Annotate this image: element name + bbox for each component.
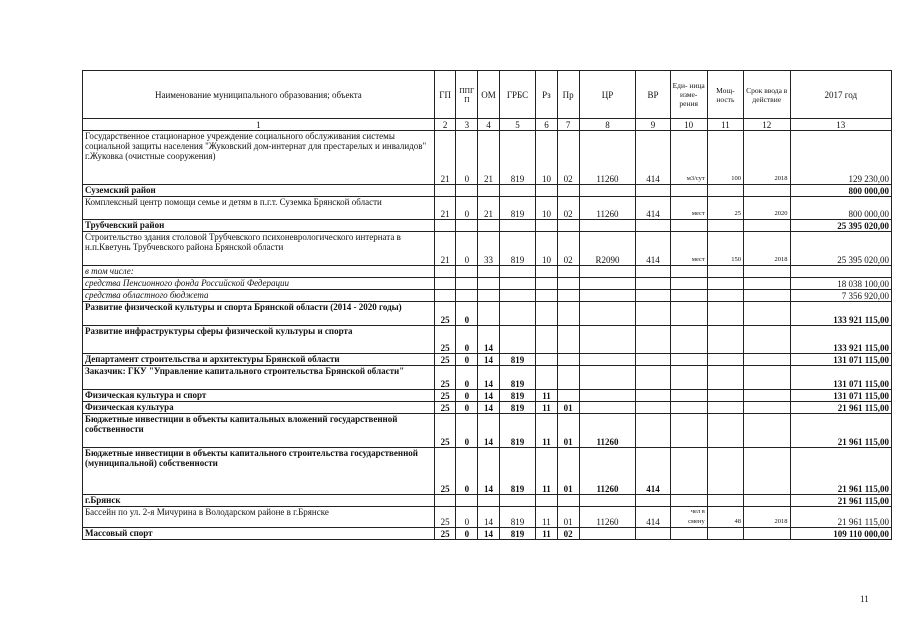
table-row — [83, 278, 892, 290]
column-number: 3 — [456, 119, 478, 131]
cell-unit — [670, 354, 707, 366]
column-number: 12 — [743, 119, 790, 131]
cell-vr — [636, 414, 670, 448]
table-row — [83, 290, 892, 302]
cell-gp: 25 — [434, 448, 456, 495]
cell-ppgp: 0 — [456, 302, 478, 326]
table-row — [83, 402, 892, 414]
row-name: Трубчевский район — [83, 220, 435, 232]
cell-cr — [579, 495, 636, 507]
cell-vr — [636, 354, 670, 366]
cell-unit — [670, 448, 707, 495]
row-name: г.Брянск — [83, 495, 435, 507]
table-row — [83, 266, 892, 278]
cell-term — [743, 414, 790, 448]
cell-rz — [536, 302, 558, 326]
cell-power — [707, 402, 743, 414]
cell-amount: 21 961 115,00 — [790, 448, 891, 495]
cell-gp — [434, 185, 456, 197]
cell-amount: 25 395 020,00 — [790, 220, 891, 232]
cell-vr — [636, 495, 670, 507]
cell-om — [478, 302, 500, 326]
cell-om: 33 — [478, 232, 500, 266]
cell-unit — [670, 390, 707, 402]
cell-gp — [434, 278, 456, 290]
cell-term: 2018 — [743, 232, 790, 266]
table-row — [83, 197, 892, 220]
cell-pr: 01 — [557, 507, 579, 528]
cell-vr — [636, 366, 670, 390]
cell-unit — [670, 278, 707, 290]
cell-rz: 11 — [536, 448, 558, 495]
row-name: Бассейн по ул. 2-я Мичурина в Володарском районе в г.Брянске — [83, 507, 435, 528]
cell-amount: 129 230,00 — [790, 131, 891, 185]
row-name: Физическая культура — [83, 402, 435, 414]
cell-ppgp: 0 — [456, 131, 478, 185]
cell-ppgp — [456, 185, 478, 197]
cell-rz — [536, 278, 558, 290]
cell-rz: 10 — [536, 131, 558, 185]
column-number: 8 — [579, 119, 636, 131]
cell-pr: 02 — [557, 528, 579, 540]
cell-grbs: 819 — [499, 131, 535, 185]
cell-unit — [670, 528, 707, 540]
cell-amount: 133 921 115,00 — [790, 326, 891, 354]
column-number: 4 — [478, 119, 500, 131]
cell-vr — [636, 326, 670, 354]
column-numbers-row — [83, 119, 892, 131]
cell-vr — [636, 402, 670, 414]
row-name: Массовый спорт — [83, 528, 435, 540]
cell-gp: 25 — [434, 354, 456, 366]
cell-rz: 10 — [536, 197, 558, 220]
cell-gp: 25 — [434, 507, 456, 528]
cell-cr — [579, 528, 636, 540]
cell-amount — [790, 266, 891, 278]
row-name: Суземский район — [83, 185, 435, 197]
cell-cr — [579, 302, 636, 326]
cell-om — [478, 290, 500, 302]
cell-power — [707, 185, 743, 197]
cell-ppgp: 0 — [456, 232, 478, 266]
cell-ppgp: 0 — [456, 354, 478, 366]
cell-term — [743, 278, 790, 290]
cell-term — [743, 390, 790, 402]
cell-vr — [636, 528, 670, 540]
header-pr: Пр — [557, 71, 579, 119]
cell-pr: 02 — [557, 232, 579, 266]
cell-amount: 800 000,00 — [790, 197, 891, 220]
cell-gp — [434, 290, 456, 302]
cell-rz: 11 — [536, 414, 558, 448]
header-unit: Еди- ница изме- рения — [670, 71, 707, 119]
cell-grbs — [499, 326, 535, 354]
cell-term — [743, 448, 790, 495]
table-row — [83, 302, 892, 326]
cell-unit: мест — [670, 197, 707, 220]
cell-vr — [636, 185, 670, 197]
cell-cr: 11260 — [579, 448, 636, 495]
cell-vr — [636, 302, 670, 326]
cell-pr: 01 — [557, 402, 579, 414]
cell-rz: 10 — [536, 232, 558, 266]
table-row — [83, 232, 892, 266]
cell-om: 14 — [478, 354, 500, 366]
cell-gp: 21 — [434, 197, 456, 220]
cell-rz — [536, 185, 558, 197]
cell-power — [707, 414, 743, 448]
cell-amount: 131 071 115,00 — [790, 390, 891, 402]
cell-power — [707, 220, 743, 232]
cell-unit — [670, 495, 707, 507]
cell-cr: R2090 — [579, 232, 636, 266]
cell-amount: 21 961 115,00 — [790, 402, 891, 414]
table-row — [83, 448, 892, 495]
cell-amount: 21 961 115,00 — [790, 495, 891, 507]
row-name: в том числе: — [83, 266, 435, 278]
header-om: ОМ — [478, 71, 500, 119]
cell-cr: 11260 — [579, 414, 636, 448]
header-power: Мощ- ность — [707, 71, 743, 119]
column-number: 2 — [434, 119, 456, 131]
cell-ppgp: 0 — [456, 507, 478, 528]
cell-vr: 414 — [636, 131, 670, 185]
cell-gp: 25 — [434, 326, 456, 354]
row-name: Бюджетные инвестиции в объекты капитальных вложений государственной собственности — [83, 414, 435, 448]
cell-om: 21 — [478, 131, 500, 185]
cell-gp: 25 — [434, 528, 456, 540]
table-row — [83, 326, 892, 354]
cell-pr — [557, 390, 579, 402]
table-header-row — [83, 71, 892, 119]
cell-cr: 11260 — [579, 197, 636, 220]
cell-power: 100 — [707, 131, 743, 185]
cell-vr — [636, 278, 670, 290]
column-number: 5 — [499, 119, 535, 131]
cell-cr: 11260 — [579, 507, 636, 528]
cell-unit — [670, 266, 707, 278]
cell-term — [743, 495, 790, 507]
header-term: Срок ввода в действие — [743, 71, 790, 119]
cell-om: 21 — [478, 197, 500, 220]
row-name: Развитие физической культуры и спорта Брянской области (2014 - 2020 годы) — [83, 302, 435, 326]
cell-term — [743, 402, 790, 414]
cell-rz — [536, 495, 558, 507]
column-number: 10 — [670, 119, 707, 131]
cell-gp: 25 — [434, 390, 456, 402]
cell-power — [707, 302, 743, 326]
cell-unit: чел в смену — [670, 507, 707, 528]
table-row — [83, 354, 892, 366]
cell-gp: 25 — [434, 366, 456, 390]
cell-pr — [557, 266, 579, 278]
cell-vr — [636, 220, 670, 232]
cell-unit: мест — [670, 232, 707, 266]
cell-grbs: 819 — [499, 402, 535, 414]
cell-grbs: 819 — [499, 507, 535, 528]
cell-amount: 21 961 115,00 — [790, 414, 891, 448]
cell-ppgp — [456, 220, 478, 232]
cell-cr — [579, 390, 636, 402]
cell-ppgp: 0 — [456, 366, 478, 390]
cell-power — [707, 290, 743, 302]
cell-power: 150 — [707, 232, 743, 266]
table-row — [83, 131, 892, 185]
cell-grbs — [499, 266, 535, 278]
cell-pr — [557, 366, 579, 390]
cell-power — [707, 354, 743, 366]
cell-grbs — [499, 302, 535, 326]
cell-om: 14 — [478, 507, 500, 528]
page-number: 11 — [860, 594, 869, 604]
cell-grbs — [499, 185, 535, 197]
cell-rz — [536, 326, 558, 354]
cell-grbs: 819 — [499, 390, 535, 402]
cell-power — [707, 278, 743, 290]
cell-om: 14 — [478, 528, 500, 540]
cell-om: 14 — [478, 414, 500, 448]
cell-rz: 11 — [536, 402, 558, 414]
cell-power — [707, 326, 743, 354]
cell-pr: 01 — [557, 448, 579, 495]
cell-rz — [536, 354, 558, 366]
column-number: 9 — [636, 119, 670, 131]
row-name: Государственное стационарное учреждение социального обслуживания системы социальной защиты населения "Жуковский дом-интернат для престарелых и инвалидов" г.Жуковка (очистные сооружения) — [83, 131, 435, 185]
cell-term — [743, 326, 790, 354]
cell-unit — [670, 220, 707, 232]
cell-grbs: 819 — [499, 414, 535, 448]
cell-amount: 800 000,00 — [790, 185, 891, 197]
cell-pr — [557, 185, 579, 197]
cell-unit — [670, 402, 707, 414]
cell-term: 2020 — [743, 197, 790, 220]
header-gp: ГП — [434, 71, 456, 119]
cell-cr — [579, 402, 636, 414]
cell-amount: 25 395 020,00 — [790, 232, 891, 266]
cell-gp: 21 — [434, 131, 456, 185]
cell-term: 2018 — [743, 131, 790, 185]
budget-table — [82, 70, 892, 540]
cell-cr — [579, 266, 636, 278]
cell-amount: 131 071 115,00 — [790, 366, 891, 390]
cell-amount: 131 071 115,00 — [790, 354, 891, 366]
cell-rz: 11 — [536, 390, 558, 402]
cell-term — [743, 528, 790, 540]
cell-term — [743, 366, 790, 390]
row-name: средства областного бюджета — [83, 290, 435, 302]
header-cr: ЦР — [579, 71, 636, 119]
cell-unit — [670, 326, 707, 354]
cell-cr — [579, 185, 636, 197]
cell-pr: 01 — [557, 414, 579, 448]
cell-ppgp: 0 — [456, 390, 478, 402]
table-row — [83, 495, 892, 507]
cell-om: 14 — [478, 448, 500, 495]
cell-rz: 11 — [536, 528, 558, 540]
row-name: Заказчик: ГКУ "Управление капитального строительства Брянской области" — [83, 366, 435, 390]
table-row — [83, 528, 892, 540]
cell-grbs — [499, 495, 535, 507]
cell-ppgp: 0 — [456, 528, 478, 540]
cell-rz: 11 — [536, 507, 558, 528]
cell-om — [478, 220, 500, 232]
cell-om: 14 — [478, 326, 500, 354]
row-name: Департамент строительства и архитектуры Брянской области — [83, 354, 435, 366]
cell-om — [478, 278, 500, 290]
cell-ppgp — [456, 266, 478, 278]
cell-om — [478, 185, 500, 197]
cell-vr: 414 — [636, 507, 670, 528]
cell-power — [707, 366, 743, 390]
cell-ppgp — [456, 290, 478, 302]
cell-gp — [434, 266, 456, 278]
cell-gp: 21 — [434, 232, 456, 266]
cell-om — [478, 495, 500, 507]
cell-amount: 133 921 115,00 — [790, 302, 891, 326]
cell-amount: 18 038 100,00 — [790, 278, 891, 290]
cell-gp: 25 — [434, 402, 456, 414]
cell-vr: 414 — [636, 197, 670, 220]
cell-pr — [557, 302, 579, 326]
cell-rz — [536, 290, 558, 302]
column-number: 1 — [83, 119, 435, 131]
cell-unit — [670, 414, 707, 448]
row-name: Развитие инфраструктуры сферы физической культуры и спорта — [83, 326, 435, 354]
cell-ppgp: 0 — [456, 326, 478, 354]
table-row — [83, 220, 892, 232]
cell-pr — [557, 290, 579, 302]
cell-power — [707, 448, 743, 495]
cell-pr — [557, 220, 579, 232]
cell-term — [743, 302, 790, 326]
header-rz: Рз — [536, 71, 558, 119]
header-vr: ВР — [636, 71, 670, 119]
cell-power — [707, 528, 743, 540]
cell-unit — [670, 366, 707, 390]
cell-grbs: 819 — [499, 354, 535, 366]
header-ppgp: ППГ П — [456, 71, 478, 119]
table-row — [83, 414, 892, 448]
cell-ppgp: 0 — [456, 414, 478, 448]
cell-unit — [670, 302, 707, 326]
cell-power — [707, 495, 743, 507]
cell-grbs: 819 — [499, 448, 535, 495]
table-row — [83, 366, 892, 390]
cell-gp: 25 — [434, 302, 456, 326]
cell-om: 14 — [478, 402, 500, 414]
column-number: 11 — [707, 119, 743, 131]
cell-vr — [636, 290, 670, 302]
cell-amount: 21 961 115,00 — [790, 507, 891, 528]
cell-cr — [579, 220, 636, 232]
cell-ppgp: 0 — [456, 448, 478, 495]
cell-grbs: 819 — [499, 366, 535, 390]
cell-grbs — [499, 278, 535, 290]
cell-term — [743, 290, 790, 302]
cell-pr — [557, 495, 579, 507]
cell-cr — [579, 290, 636, 302]
cell-om: 14 — [478, 390, 500, 402]
cell-vr: 414 — [636, 232, 670, 266]
cell-ppgp: 0 — [456, 402, 478, 414]
cell-power: 48 — [707, 507, 743, 528]
cell-vr: 414 — [636, 448, 670, 495]
cell-cr — [579, 326, 636, 354]
cell-term: 2018 — [743, 507, 790, 528]
cell-grbs — [499, 220, 535, 232]
cell-rz — [536, 266, 558, 278]
row-name: средства Пенсионного фонда Российской Федерации — [83, 278, 435, 290]
header-year: 2017 год — [790, 71, 891, 119]
cell-vr — [636, 266, 670, 278]
cell-cr — [579, 354, 636, 366]
cell-rz — [536, 366, 558, 390]
cell-power — [707, 266, 743, 278]
cell-gp — [434, 220, 456, 232]
cell-unit — [670, 290, 707, 302]
cell-pr — [557, 278, 579, 290]
row-name: Комплексный центр помощи семье и детям в п.г.т. Суземка Брянской области — [83, 197, 435, 220]
cell-term — [743, 266, 790, 278]
cell-power — [707, 390, 743, 402]
cell-rz — [536, 220, 558, 232]
row-name: Строительство здания столовой Трубчевского психоневрологического интерната в н.п.Кветунь Трубчевского района Брянской области — [83, 232, 435, 266]
cell-amount: 109 110 000,00 — [790, 528, 891, 540]
table-row — [83, 507, 892, 528]
cell-pr — [557, 354, 579, 366]
header-grbs: ГРБС — [499, 71, 535, 119]
cell-cr — [579, 278, 636, 290]
cell-unit: м3/сут — [670, 131, 707, 185]
cell-grbs: 819 — [499, 232, 535, 266]
cell-cr — [579, 366, 636, 390]
row-name: Бюджетные инвестиции в объекты капитального строительства государственной (муниципальной) собственности — [83, 448, 435, 495]
column-number: 13 — [790, 119, 891, 131]
cell-gp: 25 — [434, 414, 456, 448]
cell-grbs: 819 — [499, 528, 535, 540]
column-number: 6 — [536, 119, 558, 131]
cell-ppgp — [456, 278, 478, 290]
cell-amount: 7 356 920,00 — [790, 290, 891, 302]
cell-grbs: 819 — [499, 197, 535, 220]
header-name: Наименование муниципального образования; объекта — [83, 71, 435, 119]
cell-ppgp — [456, 495, 478, 507]
cell-gp — [434, 495, 456, 507]
cell-grbs — [499, 290, 535, 302]
column-number: 7 — [557, 119, 579, 131]
table-row — [83, 185, 892, 197]
row-name: Физическая культура и спорт — [83, 390, 435, 402]
cell-ppgp: 0 — [456, 197, 478, 220]
cell-pr: 02 — [557, 197, 579, 220]
cell-vr — [636, 390, 670, 402]
table-row — [83, 390, 892, 402]
cell-pr — [557, 326, 579, 354]
cell-pr: 02 — [557, 131, 579, 185]
cell-cr: 11260 — [579, 131, 636, 185]
cell-om: 14 — [478, 366, 500, 390]
cell-term — [743, 185, 790, 197]
cell-unit — [670, 185, 707, 197]
cell-power: 25 — [707, 197, 743, 220]
cell-om — [478, 266, 500, 278]
cell-term — [743, 220, 790, 232]
cell-term — [743, 354, 790, 366]
